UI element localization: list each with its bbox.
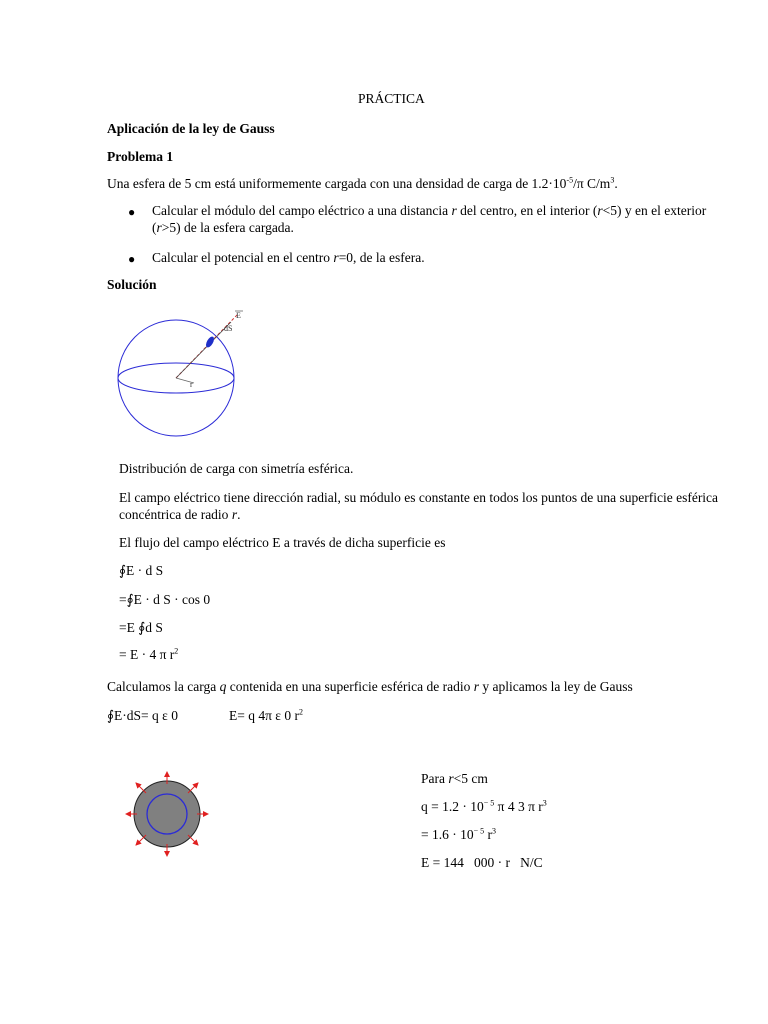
interior-text: = 1.6 · 10 xyxy=(421,827,474,842)
bullet-marker: ● xyxy=(128,205,136,219)
interior-field-result: E = 144 000 · r N/C xyxy=(421,855,543,870)
gauss-line-text: Calculamos la carga xyxy=(107,679,220,694)
statement-text-post: . xyxy=(614,176,618,191)
interior-exp: 3 xyxy=(542,798,547,808)
bullet-item-2 xyxy=(152,249,712,266)
paragraph-text: El campo eléctrico tiene dirección radial, su módulo es constante en todos los puntos de una superficie esférica concéntrica de radio xyxy=(119,490,719,522)
label-E: E xyxy=(236,311,241,320)
gauss-equation-left: ∮E·dS= q ε 0 xyxy=(107,708,178,723)
interior-text: r xyxy=(484,827,492,842)
bullet-1-text: Calcular el módulo del campo eléctrico a una distancia xyxy=(152,203,452,218)
interior-charge-result xyxy=(421,827,496,843)
bullet-1-var: r xyxy=(451,203,457,218)
interior-exp: − 5 xyxy=(483,798,495,808)
bullet-1-text: <5) y en el exterior ( xyxy=(152,203,707,235)
statement-text-pre: Una esfera de 5 cm está uniformemente cargada con una densidad de carga de 1.2·10 xyxy=(107,176,567,191)
bullet-1-var: r xyxy=(597,203,603,218)
bullet-2-var: r xyxy=(333,250,339,265)
equation-2: =∮E · d S · cos 0 xyxy=(119,592,211,607)
interior-case-label xyxy=(421,771,488,787)
interior-text: q = 1.2 · 10 xyxy=(421,799,484,814)
statement-text-mid: /π C/m xyxy=(573,176,611,191)
problem-statement xyxy=(107,176,618,192)
gauss-eq-right-text: E= q 4π ε 0 r xyxy=(229,708,299,723)
gauss-line-text: contenida en una superficie esférica de radio xyxy=(226,679,474,694)
gauss-line-text: y aplicamos la ley de Gauss xyxy=(479,679,633,694)
charged-sphere-figure xyxy=(124,770,214,860)
equation-3: =E ∮d S xyxy=(119,620,163,635)
equation-1: ∮E · d S xyxy=(119,563,164,578)
interior-text: <5 cm xyxy=(453,771,488,786)
statement-exp-1: -5 xyxy=(566,175,574,185)
bullet-1-var: r xyxy=(156,220,162,235)
gauss-sphere-figure xyxy=(110,308,250,448)
gauss-intro-line xyxy=(107,679,633,695)
solution-heading: Solución xyxy=(107,277,157,292)
label-r: r xyxy=(190,380,193,389)
interior-charge-equation xyxy=(421,799,547,815)
statement-exp-2: 3 xyxy=(610,175,615,185)
gauss-equation-right xyxy=(229,708,303,724)
paragraph-text: . xyxy=(237,507,241,522)
equation-4-exp: 2 xyxy=(174,646,179,656)
interior-var: r xyxy=(448,771,454,786)
section-heading: Aplicación de la ley de Gauss xyxy=(107,121,275,136)
label-dS: dS xyxy=(224,324,233,333)
paragraph-distribution: Distribución de carga con simetría esférica. xyxy=(119,461,354,476)
bullet-1-text: del centro, en el interior ( xyxy=(456,203,598,218)
interior-text: Para xyxy=(421,771,449,786)
bullet-2-text: =0, de la esfera. xyxy=(338,250,425,265)
interior-exp: 3 xyxy=(492,826,496,836)
equation-4 xyxy=(119,647,178,663)
bullet-2-text: Calcular el potencial en el centro xyxy=(152,250,334,265)
interior-exp: − 5 xyxy=(473,826,485,836)
paragraph-var: r xyxy=(231,507,238,522)
bullet-marker: ● xyxy=(128,252,136,266)
paragraph-flux: El flujo del campo eléctrico E a través de dicha superficie es xyxy=(119,535,446,550)
gauss-eq-right-exp: 2 xyxy=(298,707,303,717)
page-title: PRÁCTICA xyxy=(358,91,425,106)
bullet-1-text: >5) de la esfera cargada. xyxy=(161,220,294,235)
surface-element-dS xyxy=(204,335,215,348)
interior-text: π 4 3 π r xyxy=(494,799,543,814)
problem-heading: Problema 1 xyxy=(107,149,174,164)
gauss-line-var: r xyxy=(473,679,479,694)
gauss-line-var: q xyxy=(219,679,227,694)
paragraph-radial-field xyxy=(119,489,749,523)
bullet-item-1 xyxy=(152,202,712,236)
equation-4-text: = E · 4 π r xyxy=(119,647,175,662)
